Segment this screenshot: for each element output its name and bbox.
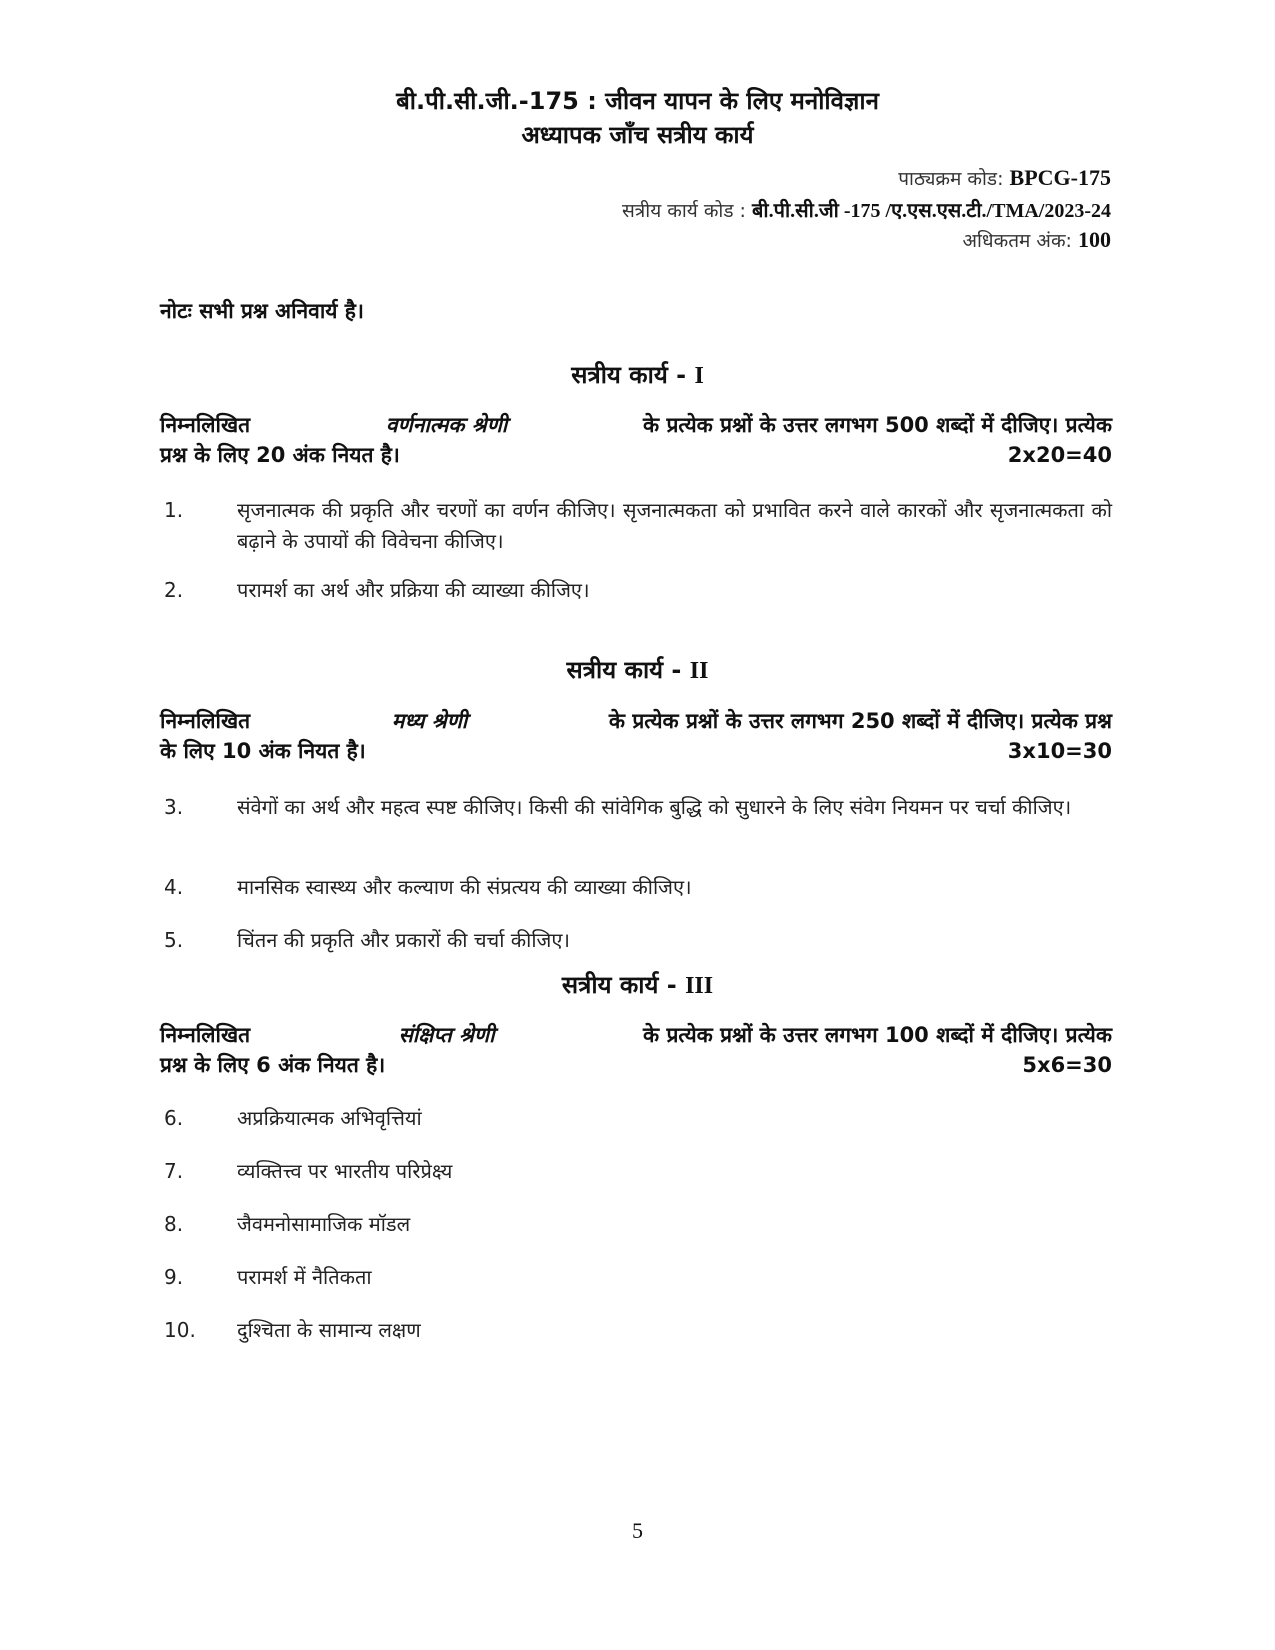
instr-post: के प्रत्येक प्रश्नों के उत्तर लगभग 250 शब्दों में दीजिए। प्रत्येक प्रश्न <box>608 709 1112 733</box>
question-number: 5. <box>164 928 184 952</box>
section-numeral: III <box>685 973 714 999</box>
question-number: 10. <box>164 1318 196 1342</box>
question-item <box>160 872 1112 903</box>
question-item <box>160 495 1112 557</box>
instr-line2: प्रश्न के लिए 6 अंक नियत है। <box>160 1053 386 1077</box>
question-number: 6. <box>164 1106 184 1130</box>
instr-pre: निम्नलिखित <box>160 1023 251 1047</box>
question-item <box>160 1209 1112 1240</box>
instr-pre: निम्नलिखित <box>160 413 251 437</box>
question-text: दुश्चिता के सामान्य लक्षण <box>237 1318 421 1342</box>
page-number: 5 <box>632 1518 643 1543</box>
question-item <box>160 792 1112 823</box>
instr-category: मध्य श्रेणी <box>391 709 468 733</box>
question-text: मानसिक स्वास्थ्य और कल्याण की संप्रत्यय की व्याख्या कीजिए। <box>237 875 692 899</box>
section-title-text: सत्रीय कार्य - <box>566 656 682 684</box>
question-number: 1. <box>164 498 184 522</box>
question-text: चिंतन की प्रकृति और प्रकारों की चर्चा कीजिए। <box>237 928 570 952</box>
course-code: BPCG-175 <box>1009 165 1111 190</box>
question-number: 9. <box>164 1265 184 1289</box>
section-marks: 3x10=30 <box>1007 739 1112 763</box>
question-text: जैवमनोसामाजिक मॉडल <box>237 1212 411 1236</box>
course-code-line <box>898 165 1111 191</box>
question-text: सृजनात्मक की प्रकृति और चरणों का वर्णन कीजिए। सृजनात्मकता को प्रभावित करने वाले कारकों और सृजनात्मकता को बढ़ाने के उपायों की विवेचना कीजिए। <box>237 498 1112 553</box>
question-item <box>160 1262 1112 1293</box>
question-item <box>160 1156 1112 1187</box>
question-item <box>160 1315 1112 1346</box>
max-marks: 100 <box>1078 227 1111 252</box>
document-subtitle: अध्यापक जाँच सत्रीय कार्य <box>521 121 754 149</box>
question-text: व्यक्तित्त्व पर भारतीय परिप्रेक्ष्य <box>237 1159 453 1183</box>
question-number: 7. <box>164 1159 184 1183</box>
instr-post: के प्रत्येक प्रश्नों के उत्तर लगभग 500 शब्दों में दीजिए। प्रत्येक <box>643 413 1112 437</box>
question-text: परामर्श में नैतिकता <box>237 1265 372 1289</box>
assignment-code-label: सत्रीय कार्य कोड : <box>621 200 746 222</box>
question-text: परामर्श का अर्थ और प्रक्रिया की व्याख्या कीजिए। <box>237 578 590 602</box>
instr-line2: के लिए 10 अंक नियत है। <box>160 739 366 763</box>
note: नोटः सभी प्रश्न अनिवार्य है। <box>160 299 364 323</box>
question-text: अप्रक्रियात्मक अभिवृत्तियां <box>237 1106 422 1130</box>
assignment-code-line <box>622 196 1111 223</box>
instr-post: के प्रत्येक प्रश्नों के उत्तर लगभग 100 शब्दों में दीजिए। प्रत्येक <box>643 1023 1112 1047</box>
course-code-label: पाठ्यक्रम कोड: <box>898 168 1004 190</box>
question-number: 8. <box>164 1212 184 1236</box>
section-instructions-3 <box>160 1020 1112 1080</box>
max-marks-label: अधिकतम अंक: <box>962 230 1072 252</box>
question-item <box>160 575 1112 606</box>
section-title-text: सत्रीय कार्य - <box>571 361 687 389</box>
section-marks: 2x20=40 <box>1007 443 1112 467</box>
question-number: 3. <box>164 795 184 819</box>
max-marks-line <box>962 227 1111 253</box>
instr-pre: निम्नलिखित <box>160 709 251 733</box>
instr-line2: प्रश्न के लिए 20 अंक नियत है। <box>160 443 400 467</box>
section-title-2 <box>0 653 1275 686</box>
question-item <box>160 925 1112 956</box>
section-numeral: II <box>689 658 709 684</box>
section-instructions-2 <box>160 706 1112 766</box>
assignment-code: बी.पी.सी.जी -175 /ए.एस.एस.टी./TMA/2023-24 <box>752 200 1111 222</box>
section-instructions-1 <box>160 410 1112 470</box>
section-title-1 <box>0 358 1275 391</box>
section-numeral: I <box>694 363 704 389</box>
question-text: संवेगों का अर्थ और महत्व स्पष्ट कीजिए। किसी की सांवेगिक बुद्धि को सुधारने के लिए संवेग नियमन पर चर्चा कीजिए। <box>237 795 1072 819</box>
instr-category: संक्षिप्त श्रेणी <box>398 1023 495 1047</box>
question-number: 4. <box>164 875 184 899</box>
section-title-3 <box>0 968 1275 1001</box>
question-number: 2. <box>164 578 184 602</box>
course-title: बी.पी.सी.जी.-175 : जीवन यापन के लिए मनोविज्ञान <box>396 87 879 115</box>
question-item <box>160 1103 1112 1134</box>
section-title-text: सत्रीय कार्य - <box>561 971 677 999</box>
section-marks: 5x6=30 <box>1022 1053 1112 1077</box>
instr-category: वर्णनात्मक श्रेणी <box>385 413 508 437</box>
